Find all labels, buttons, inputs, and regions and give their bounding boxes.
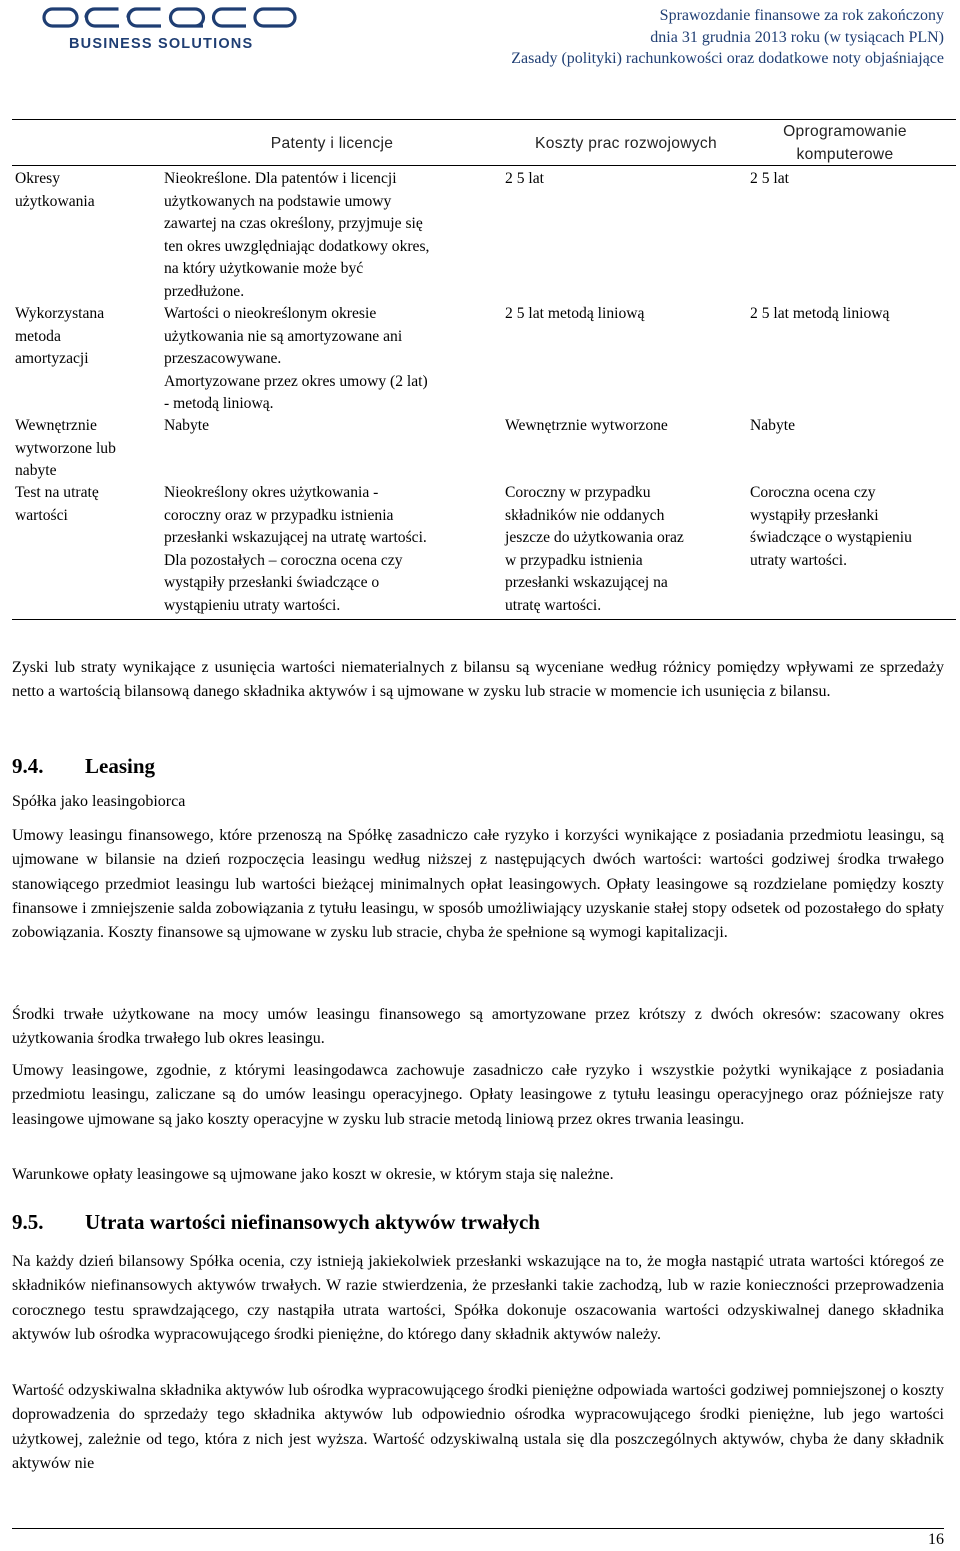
report-title-line-3: Zasady (polityki) rachunkowości oraz dodatkowe noty objaśniające (511, 50, 944, 67)
row-label-line: metoda (15, 327, 61, 345)
cell-line: 2 5 lat metodą liniową (750, 305, 890, 322)
row-label-line: wytworzone lub (15, 439, 116, 457)
table-cell (750, 482, 956, 572)
cell-line: przesłanki wskazującej na utratę wartości. (164, 529, 427, 546)
table-cell (505, 303, 747, 326)
cell-line: Nabyte (164, 417, 210, 434)
table-cell (164, 168, 500, 303)
cell-line: przeszacowywane. (164, 350, 282, 367)
cell-line: Dla pozostałych – coroczna ocena czy (164, 551, 403, 569)
cell-line: - metodą liniową. (164, 395, 274, 412)
table-header-rule (12, 165, 956, 166)
table-cell (164, 415, 500, 438)
report-title (511, 5, 944, 70)
cell-line: Amortyzowane przez okres umowy (2 lat) (164, 372, 428, 390)
cell-line: w przypadku istnienia (505, 551, 643, 569)
paragraph-depreciation: Środki trwałe użytkowane na mocy umów leasingu finansowego są amortyzowane przez krótszy z dwóch okresów: szacowany okres użytkowania środka trwałego lub okres leasingu. (12, 1006, 944, 1048)
paragraph-operating-lease: Umowy leasingowe, zgodnie, z którymi leasingodawca zachowuje zasadniczo całe ryzyko i wszystkie pożytki wynikające z posiadania przedmiotu leasingu, zaliczane są do umów leasingu operacyjnego. Opłaty leasingowe z tytułu leasingu operacyjnego oraz późniejsze raty leasingowe ujmowane są jako koszty operacyjne w zysku lub stracie metodą liniową przez okres trwania leasingu. (12, 1062, 944, 1128)
report-title-line-2: dnia 31 grudnia 2013 roku (w tysiącach PLN) (650, 28, 944, 46)
table-row (15, 482, 160, 527)
table-cell (164, 303, 500, 416)
cell-line: wystąpiły przesłanki świadczące o (164, 574, 380, 591)
cell-line: na który użytkowanie może być (164, 260, 364, 277)
footer-rule (12, 1528, 944, 1529)
cell-line: Wartości o nieokreślonym okresie (164, 305, 377, 322)
cell-line: składników nie oddanych (505, 506, 665, 524)
section-number: 9.4. (12, 754, 44, 778)
cell-line: 2 5 lat (505, 170, 544, 187)
paragraph-recoverable-amount: Wartość odzyskiwalna składnika aktywów lub ośrodka wypracowującego środki pieniężne odpowiada wartości godziwej pomniejszonej o koszty doprowadzenia do sprzedaży tego składnika aktywów lub odpowiednio ośrodka wypracowującego środki pieniężne, lub jego wartości użytkowej, zależnie od tego, która z nich jest wyższa. Wartość odzyskiwalną ustala się dla poszczególnych aktywów, chyba że dany składnik aktywów nie (12, 1382, 944, 1472)
cell-line: Nieokreślone. Dla patentów i licencji (164, 170, 397, 187)
cell-line: świadczące o wystąpieniu (750, 529, 912, 546)
cell-line: 2 5 lat (750, 170, 789, 187)
cell-line: 2 5 lat metodą liniową (505, 305, 645, 322)
table-row (15, 415, 160, 483)
cell-line: wystąpieniu utraty wartości. (164, 596, 341, 614)
paragraph-finance-lease: Umowy leasingu finansowego, które przenoszą na Spółkę zasadniczo całe ryzyko i korzyści wynikające z posiadania przedmiotu leasingu, są ujmowane w bilansie na dzień rozpoczęcia leasingu według niższej z następujących dwóch wartości: wartości godziwej środka trwałego stanowiącego przedmiot leasingu lub wartości bieżącej minimalnych opłat leasingowych. Opłaty leasingowe są rozdzielane pomiędzy koszty finansowe i zmniejszenie salda zobowiązania z tytułu leasingu, w sposób umożliwiający uzyskanie stałej stopy odsetek od pozostałego do spłaty zobowiązania. Koszty finansowe są ujmowane w zysku lub stracie, chyba że spełnione są wymogi kapitalizacji. (12, 827, 944, 942)
row-label-line: Test na utratę (15, 484, 99, 501)
column-header-patents: Patenty i licencje (270, 135, 394, 152)
table-cell (505, 415, 747, 438)
cell-line: Coroczny w przypadku (505, 484, 651, 501)
cell-line: wystąpiły przesłanki (750, 506, 879, 524)
cell-line: utraty wartości. (750, 551, 847, 569)
cell-line: zawartej na czas określony, przyjmuje się (164, 215, 423, 232)
table-row (15, 168, 160, 213)
section-title: Utrata wartości niefinansowych aktywów trwałych (85, 1210, 540, 1234)
logo-subtitle: BUSINESS SOLUTIONS (69, 36, 254, 52)
table-cell (750, 303, 956, 326)
cell-line: Coroczna ocena czy (750, 484, 876, 501)
cell-line: Nabyte (750, 417, 796, 434)
column-header-development-costs: Koszty prac rozwojowych (535, 135, 717, 152)
page-header (0, 0, 960, 80)
table-cell (164, 482, 500, 617)
table-cell (750, 168, 956, 191)
cell-line: przesłanki wskazującej na (505, 574, 668, 591)
cell-line: przedłużone. (164, 282, 245, 300)
row-label-line: nabyte (15, 462, 57, 479)
table-bottom-rule (12, 619, 956, 620)
table-cell (505, 168, 747, 191)
asseco-logo-wordmark (42, 6, 312, 52)
table-cell (505, 482, 747, 617)
asseco-logo (42, 6, 312, 57)
table-row (15, 303, 160, 371)
paragraph-gains-losses: Zyski lub straty wynikające z usunięcia wartości niematerialnych z bilansu są wyceniane według różnicy pomiędzy wpływami ze sprzedaży netto a wartością bilansową danego składnika aktywów i są ujmowane w zysku lub stracie w momencie ich usunięcia z bilansu. (12, 659, 944, 701)
cell-line: Wewnętrznie wytworzone (505, 417, 668, 434)
cell-line: utratę wartości. (505, 596, 602, 614)
cell-line: użytkowania nie są amortyzowane ani (164, 327, 403, 345)
subheading-lessee: Spółka jako leasingobiorca (12, 793, 186, 810)
section-number: 9.5. (12, 1210, 44, 1234)
row-label-line: amortyzacji (15, 350, 89, 367)
column-header-software: Oprogramowanie komputerowe (783, 123, 907, 163)
cell-line: użytkowanych na podstawie umowy (164, 192, 392, 210)
cell-line: Nieokreślony okres użytkowania - (164, 484, 379, 501)
table-top-rule (12, 119, 956, 120)
paragraph-contingent-rent: Warunkowe opłaty leasingowe są ujmowane jako koszt w okresie, w którym staja się należne. (12, 1166, 614, 1183)
row-label-line: Wewnętrznie (15, 417, 97, 434)
paragraph-impairment-assessment: Na każdy dzień bilansowy Spółka ocenia, czy istnieją jakiekolwiek przesłanki wskazujące na to, że mogła nastąpić utrata wartości któregoś ze składników niefinansowych aktywów trwałych. W razie stwierdzenia, że przesłanki takie zachodzą, lub w razie konieczności przeprowadzenia corocznego testu sprawdzającego, czy nastąpiła utrata wartości, Spółka dokonuje oszacowania wartości odzyskiwalnej danego składnika aktywów lub ośrodka wypracowującego środki pieniężne, do którego dany składnik aktywów należy. (12, 1253, 944, 1343)
row-label-line: wartości (15, 506, 68, 524)
section-heading-impairment (12, 1210, 540, 1235)
cell-line: jeszcze do użytkowania oraz (505, 529, 684, 546)
section-heading-leasing (12, 754, 155, 779)
row-label-line: Wykorzystana (15, 305, 105, 322)
table-cell (750, 415, 956, 438)
page-number: 16 (928, 1531, 944, 1548)
cell-line: coroczny oraz w przypadku istnienia (164, 506, 394, 524)
row-label-line: użytkowania (15, 192, 95, 210)
section-title: Leasing (85, 754, 156, 778)
cell-line: ten okres uwzględniając dodatkowy okres, (164, 237, 430, 255)
row-label-line: Okresy (15, 170, 61, 187)
report-title-line-1: Sprawozdanie finansowe za rok zakończony (659, 7, 944, 24)
